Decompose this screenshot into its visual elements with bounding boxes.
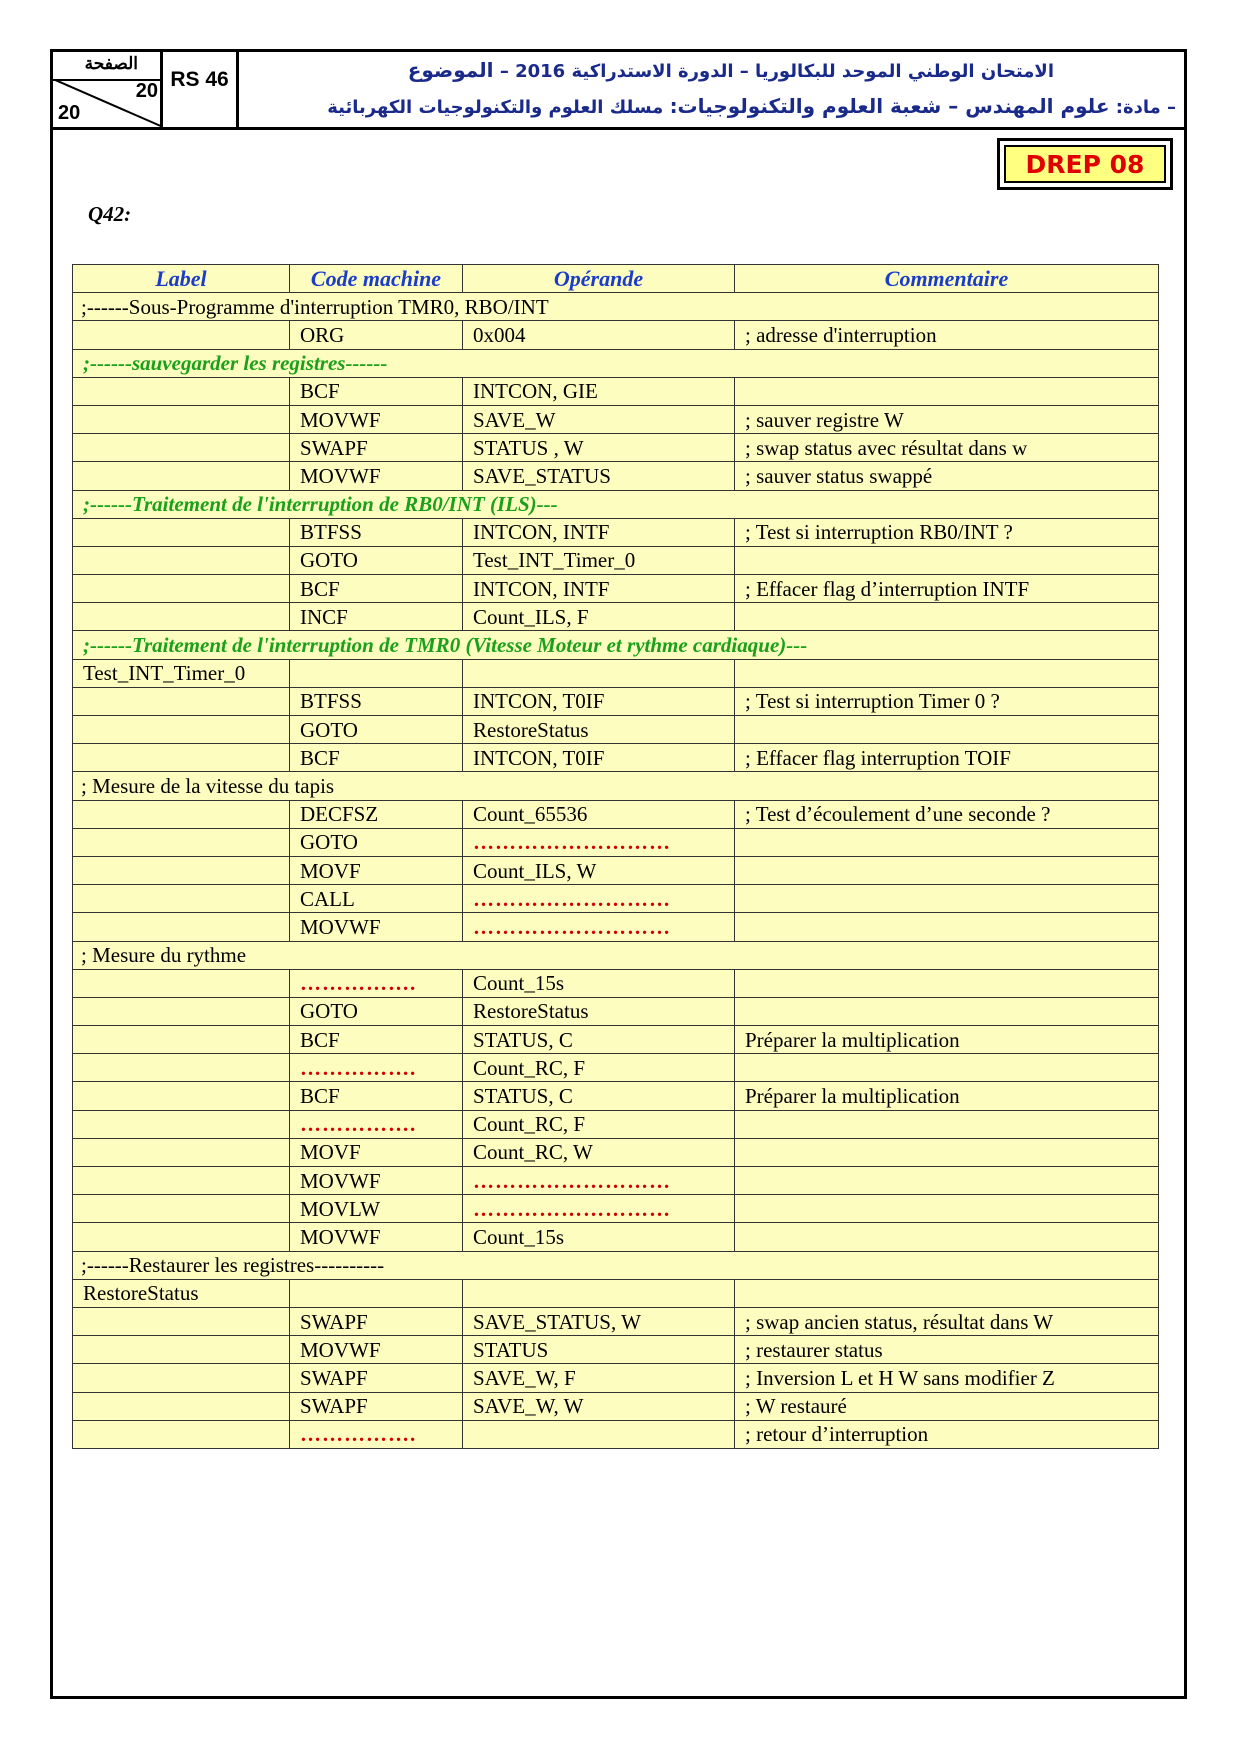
- table-row: [73, 293, 1159, 321]
- table-row: [73, 744, 1159, 772]
- assembly-program-table: [72, 264, 1159, 1449]
- exam-title-box: [239, 52, 1184, 127]
- fill-in-blank[interactable]: …………….: [300, 971, 417, 996]
- section-heading: ;------sauvegarder les registres------: [73, 349, 1159, 377]
- code-cell: MOVWF: [290, 1336, 463, 1364]
- code-cell: SWAPF: [290, 1364, 463, 1392]
- column-header-operand: Opérande: [463, 265, 735, 293]
- operand-cell: STATUS: [463, 1336, 735, 1364]
- comment-cell: [735, 1138, 1159, 1166]
- comment-cell: [735, 997, 1159, 1025]
- table-row: [73, 1223, 1159, 1251]
- fill-in-blank[interactable]: …………….: [300, 1055, 417, 1080]
- label-cell: [73, 1223, 290, 1251]
- page-header: [53, 52, 1184, 130]
- table-row: [73, 1251, 1159, 1279]
- operand-cell: [463, 913, 735, 941]
- operand-cell: STATUS, C: [463, 1026, 735, 1054]
- code-cell: [290, 1279, 463, 1307]
- code-cell: BCF: [290, 744, 463, 772]
- table-row: [73, 603, 1159, 631]
- operand-cell: Count_RC, F: [463, 1110, 735, 1138]
- operand-cell: 0x004: [463, 321, 735, 349]
- table-row: [73, 1110, 1159, 1138]
- label-cell: [73, 856, 290, 884]
- exam-title: الامتحان الوطني الموحد للبكالوريا – الدورة الاستدراكية 2016 –: [499, 61, 1054, 82]
- operand-cell: [463, 828, 735, 856]
- comment-line: ; Mesure de la vitesse du tapis: [73, 772, 1159, 800]
- table-row: [73, 1420, 1159, 1448]
- table-row: [73, 631, 1159, 659]
- section-heading: ;------Traitement de l'interruption de RB0/INT (ILS)---: [73, 490, 1159, 518]
- operand-cell: Count_RC, F: [463, 1054, 735, 1082]
- comment-cell: ; swap status avec résultat dans w: [735, 434, 1159, 462]
- label-cell: [73, 434, 290, 462]
- comment-cell: ; sauver status swappé: [735, 462, 1159, 490]
- comment-cell: Préparer la multiplication: [735, 1082, 1159, 1110]
- label-cell: [73, 716, 290, 744]
- comment-cell: [735, 1110, 1159, 1138]
- code-cell: MOVWF: [290, 405, 463, 433]
- operand-cell: Test_INT_Timer_0: [463, 546, 735, 574]
- comment-cell: ; Effacer flag interruption TOIF: [735, 744, 1159, 772]
- drep-badge: [997, 138, 1173, 190]
- table-row: [73, 1336, 1159, 1364]
- table-row: [73, 969, 1159, 997]
- label-cell: [73, 687, 290, 715]
- operand-cell: [463, 659, 735, 687]
- label-cell: [73, 518, 290, 546]
- code-cell: SWAPF: [290, 1307, 463, 1335]
- label-cell: [73, 828, 290, 856]
- comment-cell: [735, 546, 1159, 574]
- label-cell: [73, 1195, 290, 1223]
- operand-cell: Count_ILS, W: [463, 856, 735, 884]
- code-cell: [290, 969, 463, 997]
- label-cell: Test_INT_Timer_0: [73, 659, 290, 687]
- operand-cell: Count_65536: [463, 800, 735, 828]
- label-cell: [73, 1392, 290, 1420]
- exam-title-highlight: الموضوع: [407, 58, 494, 82]
- operand-cell: RestoreStatus: [463, 997, 735, 1025]
- operand-cell: INTCON, GIE: [463, 377, 735, 405]
- label-cell: [73, 1110, 290, 1138]
- comment-cell: ; Inversion L et H W sans modifier Z: [735, 1364, 1159, 1392]
- fill-in-blank[interactable]: ………………………: [473, 886, 671, 911]
- code-cell: [290, 659, 463, 687]
- table-row: [73, 1167, 1159, 1195]
- label-cell: [73, 885, 290, 913]
- operand-cell: RestoreStatus: [463, 716, 735, 744]
- label-cell: [73, 913, 290, 941]
- label-cell: [73, 744, 290, 772]
- subject-track: مسلك العلوم والتكنولوجيات الكهربائية: [327, 97, 664, 118]
- operand-cell: STATUS, C: [463, 1082, 735, 1110]
- comment-cell: [735, 1054, 1159, 1082]
- table-row: [73, 377, 1159, 405]
- operand-cell: SAVE_STATUS, W: [463, 1307, 735, 1335]
- operand-cell: INTCON, T0IF: [463, 687, 735, 715]
- operand-cell: INTCON, INTF: [463, 575, 735, 603]
- table-body: [73, 293, 1159, 1449]
- code-cell: INCF: [290, 603, 463, 631]
- label-cell: [73, 321, 290, 349]
- operand-cell: [463, 1420, 735, 1448]
- code-cell: GOTO: [290, 828, 463, 856]
- code-cell: MOVWF: [290, 1223, 463, 1251]
- code-cell: BCF: [290, 377, 463, 405]
- comment-cell: [735, 377, 1159, 405]
- label-cell: [73, 800, 290, 828]
- operand-cell: SAVE_STATUS: [463, 462, 735, 490]
- code-cell: MOVWF: [290, 462, 463, 490]
- comment-cell: ; sauver registre W: [735, 405, 1159, 433]
- label-cell: [73, 603, 290, 631]
- table-row: [73, 349, 1159, 377]
- operand-cell: [463, 885, 735, 913]
- operand-cell: [463, 1279, 735, 1307]
- table-row: [73, 1138, 1159, 1166]
- code-cell: MOVLW: [290, 1195, 463, 1223]
- comment-cell: [735, 969, 1159, 997]
- table-row: [73, 1279, 1159, 1307]
- exam-subject-line: [327, 94, 1176, 118]
- code-cell: BTFSS: [290, 518, 463, 546]
- column-header-code: Code machine: [290, 265, 463, 293]
- operand-cell: Count_RC, W: [463, 1138, 735, 1166]
- comment-cell: [735, 1195, 1159, 1223]
- label-cell: [73, 997, 290, 1025]
- code-cell: MOVWF: [290, 1167, 463, 1195]
- exam-code: RS 46: [163, 52, 239, 127]
- table-header-row: [73, 265, 1159, 293]
- fill-in-blank[interactable]: ………………………: [473, 830, 671, 855]
- question-number: Q42:: [88, 202, 132, 226]
- table-row: [73, 321, 1159, 349]
- operand-cell: STATUS , W: [463, 434, 735, 462]
- fill-in-blank[interactable]: …………….: [300, 1422, 417, 1447]
- section-heading: ;------Traitement de l'interruption de TMR0 (Vitesse Moteur et rythme cardiaque)---: [73, 631, 1159, 659]
- table-row: [73, 434, 1159, 462]
- table-row: [73, 1307, 1159, 1335]
- comment-cell: ; restaurer status: [735, 1336, 1159, 1364]
- comment-line: ;------Restaurer les registres----------: [73, 1251, 1159, 1279]
- code-cell: BCF: [290, 575, 463, 603]
- table-row: [73, 856, 1159, 884]
- column-header-label: Label: [73, 265, 290, 293]
- table-row: [73, 1364, 1159, 1392]
- code-cell: MOVF: [290, 856, 463, 884]
- code-cell: GOTO: [290, 997, 463, 1025]
- comment-cell: Préparer la multiplication: [735, 1026, 1159, 1054]
- code-cell: BTFSS: [290, 687, 463, 715]
- comment-cell: [735, 828, 1159, 856]
- comment-cell: [735, 913, 1159, 941]
- comment-cell: [735, 1279, 1159, 1307]
- operand-cell: SAVE_W, W: [463, 1392, 735, 1420]
- table-row: [73, 518, 1159, 546]
- operand-cell: SAVE_W, F: [463, 1364, 735, 1392]
- label-cell: [73, 1336, 290, 1364]
- page-number-box: [53, 52, 163, 127]
- label-cell: [73, 1026, 290, 1054]
- subject-name: علوم المهندس – شعبة العلوم والتكنولوجيات:: [669, 94, 1110, 118]
- column-header-comment: Commentaire: [735, 265, 1159, 293]
- code-cell: [290, 1054, 463, 1082]
- comment-cell: [735, 1223, 1159, 1251]
- code-cell: GOTO: [290, 546, 463, 574]
- code-cell: ORG: [290, 321, 463, 349]
- label-cell: [73, 575, 290, 603]
- fill-in-blank[interactable]: ………………………: [473, 914, 671, 939]
- table-row: [73, 941, 1159, 969]
- label-cell: [73, 1054, 290, 1082]
- code-cell: SWAPF: [290, 1392, 463, 1420]
- comment-line: ; Mesure du rythme: [73, 941, 1159, 969]
- page-total: 20: [58, 102, 81, 124]
- page-label: الصفحة: [84, 54, 138, 73]
- fill-in-blank[interactable]: ………………………: [473, 1168, 671, 1193]
- label-cell: [73, 1364, 290, 1392]
- table-row: [73, 659, 1159, 687]
- code-cell: DECFSZ: [290, 800, 463, 828]
- operand-cell: [463, 1195, 735, 1223]
- comment-cell: ; adresse d'interruption: [735, 321, 1159, 349]
- code-cell: CALL: [290, 885, 463, 913]
- operand-cell: Count_15s: [463, 969, 735, 997]
- table-row: [73, 772, 1159, 800]
- operand-cell: Count_15s: [463, 1223, 735, 1251]
- label-cell: [73, 1138, 290, 1166]
- label-cell: [73, 1167, 290, 1195]
- comment-cell: ; retour d’interruption: [735, 1420, 1159, 1448]
- operand-cell: INTCON, T0IF: [463, 744, 735, 772]
- comment-cell: ; swap ancien status, résultat dans W: [735, 1307, 1159, 1335]
- operand-cell: SAVE_W: [463, 405, 735, 433]
- code-cell: BCF: [290, 1082, 463, 1110]
- code-cell: [290, 1420, 463, 1448]
- table-row: [73, 546, 1159, 574]
- comment-cell: [735, 1167, 1159, 1195]
- comment-cell: ; W restauré: [735, 1392, 1159, 1420]
- table-row: [73, 913, 1159, 941]
- table-row: [73, 1195, 1159, 1223]
- label-cell: [73, 405, 290, 433]
- table-row: [73, 716, 1159, 744]
- code-cell: [290, 1110, 463, 1138]
- code-cell: MOVWF: [290, 913, 463, 941]
- code-cell: SWAPF: [290, 434, 463, 462]
- comment-cell: [735, 885, 1159, 913]
- table-row: [73, 405, 1159, 433]
- comment-cell: ; Effacer flag d’interruption INTF: [735, 575, 1159, 603]
- label-cell: [73, 462, 290, 490]
- comment-line: ;------Sous-Programme d'interruption TMR0, RBO/INT: [73, 293, 1159, 321]
- operand-cell: Count_ILS, F: [463, 603, 735, 631]
- operand-cell: [463, 1167, 735, 1195]
- table-row: [73, 885, 1159, 913]
- table-row: [73, 997, 1159, 1025]
- code-cell: MOVF: [290, 1138, 463, 1166]
- drep-badge-label: DREP 08: [1004, 145, 1166, 183]
- label-cell: [73, 1420, 290, 1448]
- code-cell: GOTO: [290, 716, 463, 744]
- table-row: [73, 490, 1159, 518]
- comment-cell: [735, 856, 1159, 884]
- comment-cell: [735, 716, 1159, 744]
- label-cell: [73, 1082, 290, 1110]
- page-number: 20: [135, 80, 158, 102]
- comment-cell: ; Test si interruption Timer 0 ?: [735, 687, 1159, 715]
- fill-in-blank[interactable]: ………………………: [473, 1196, 671, 1221]
- comment-cell: [735, 603, 1159, 631]
- label-cell: [73, 1307, 290, 1335]
- table-row: [73, 828, 1159, 856]
- comment-cell: [735, 659, 1159, 687]
- comment-cell: ; Test si interruption RB0/INT ?: [735, 518, 1159, 546]
- table-row: [73, 1026, 1159, 1054]
- comment-cell: ; Test d’écoulement d’une seconde ?: [735, 800, 1159, 828]
- exam-title-line1: [408, 58, 1054, 82]
- table-row: [73, 575, 1159, 603]
- table-row: [73, 1392, 1159, 1420]
- table-row: [73, 1054, 1159, 1082]
- label-cell: [73, 546, 290, 574]
- table-row: [73, 800, 1159, 828]
- code-cell: BCF: [290, 1026, 463, 1054]
- label-cell: [73, 377, 290, 405]
- table-row: [73, 687, 1159, 715]
- fill-in-blank[interactable]: …………….: [300, 1112, 417, 1137]
- operand-cell: INTCON, INTF: [463, 518, 735, 546]
- label-cell: [73, 969, 290, 997]
- table-row: [73, 462, 1159, 490]
- table-row: [73, 1082, 1159, 1110]
- subject-prefix: – مادة:: [1115, 97, 1176, 118]
- label-cell: RestoreStatus: [73, 1279, 290, 1307]
